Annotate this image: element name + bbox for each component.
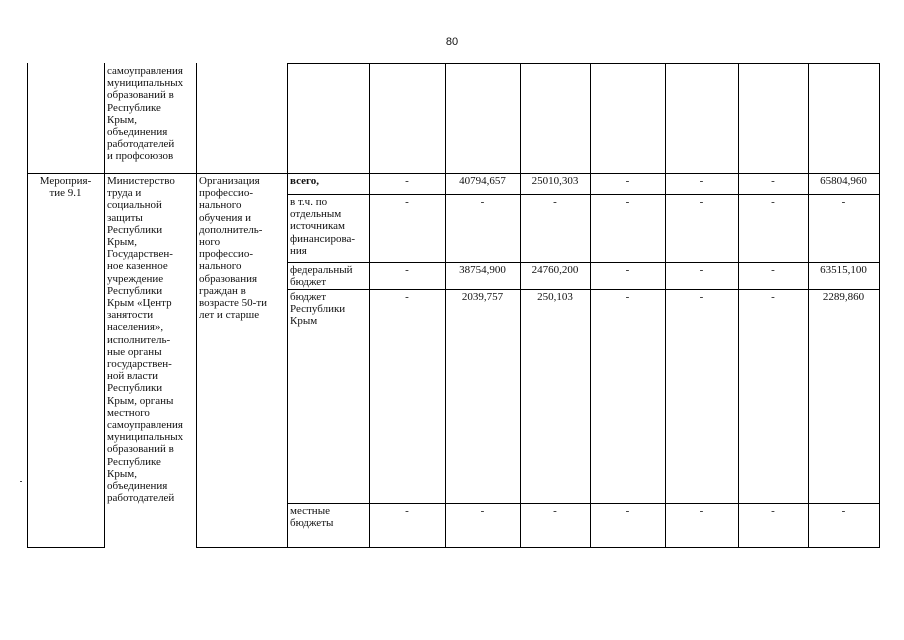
value-cell: -	[699, 505, 704, 517]
value-cell: -	[699, 291, 704, 303]
value-cell: 25010,303	[531, 175, 579, 187]
value-cell: 250,103	[537, 291, 573, 303]
funding-source-cell: в т.ч. по отдельным источникам финансирова- ния	[290, 196, 356, 257]
border-v3	[287, 63, 288, 547]
page-number: 80	[445, 36, 459, 48]
measure-label-cell: Мероприя- тие 9.1	[39, 175, 92, 200]
border-top	[287, 63, 880, 64]
value-cell: -	[771, 175, 775, 187]
border-v10	[808, 63, 809, 547]
border-row-3	[287, 262, 880, 263]
value-cell: 24760,200	[531, 264, 579, 276]
value-cell: -	[553, 196, 557, 208]
border-v4	[369, 63, 370, 547]
border-row-5	[287, 503, 880, 504]
value-cell: -	[771, 264, 775, 276]
border-v6	[520, 63, 521, 547]
border-left	[27, 63, 28, 547]
value-cell: -	[553, 505, 557, 517]
value-cell: -	[405, 175, 409, 187]
border-v2	[196, 63, 197, 547]
value-cell: -	[841, 505, 846, 517]
funding-source-cell: бюджет Республики Крым	[290, 291, 346, 328]
border-row-2	[287, 194, 880, 195]
value-cell: -	[625, 291, 630, 303]
value-cell: -	[699, 175, 704, 187]
value-cell: -	[771, 505, 775, 517]
value-cell: -	[699, 264, 704, 276]
value-cell: -	[480, 505, 485, 517]
funding-source-cell: местные бюджеты	[290, 505, 334, 530]
value-cell: 2039,757	[461, 291, 504, 303]
value-cell: -	[625, 196, 630, 208]
value-cell: -	[625, 264, 630, 276]
value-cell: -	[699, 196, 704, 208]
scan-mark	[20, 481, 22, 482]
responsible-continued-cell: самоуправления муниципальных образований в Республике Крым, объединения работодателей и профсоюзов	[107, 65, 184, 163]
value-cell: 38754,900	[459, 264, 506, 276]
value-cell: -	[625, 505, 630, 517]
border-bottom-b	[196, 547, 880, 548]
value-cell: -	[625, 175, 630, 187]
value-cell: 2289,860	[822, 291, 865, 303]
border-v8	[665, 63, 666, 547]
value-cell: -	[841, 196, 846, 208]
value-cell: -	[771, 291, 775, 303]
value-cell: 40794,657	[459, 175, 506, 187]
border-row-1	[27, 173, 880, 174]
value-cell: -	[405, 196, 409, 208]
border-v11	[879, 63, 880, 547]
value-cell: -	[771, 196, 775, 208]
responsible-cell: Министерство труда и социальной защиты Республики Крым, Государствен- ное казенное учреждение Республики Крым «Центр занятости населения», исполнитель- ные органы государствен- ной власти Республики Крым, органы местного самоуправления муниципальных образований в Республике Крым, объединения работодателей	[107, 175, 184, 505]
border-bottom-a	[27, 547, 105, 548]
border-row-4	[287, 289, 880, 290]
border-v5	[445, 63, 446, 547]
border-v7	[590, 63, 591, 547]
funding-source-cell: всего,	[290, 175, 319, 187]
measure-name-cell: Организация профессио- нального обучения и дополнитель- ного профессио- нального образования граждан в возрасте 50-ти лет и старше	[199, 175, 268, 322]
value-cell: 65804,960	[820, 175, 867, 187]
value-cell: -	[480, 196, 485, 208]
value-cell: 63515,100	[820, 264, 867, 276]
border-v9	[738, 63, 739, 547]
funding-source-cell: федеральный бюджет	[290, 264, 353, 289]
value-cell: -	[405, 505, 409, 517]
value-cell: -	[405, 291, 409, 303]
border-v1	[104, 63, 105, 547]
value-cell: -	[405, 264, 409, 276]
